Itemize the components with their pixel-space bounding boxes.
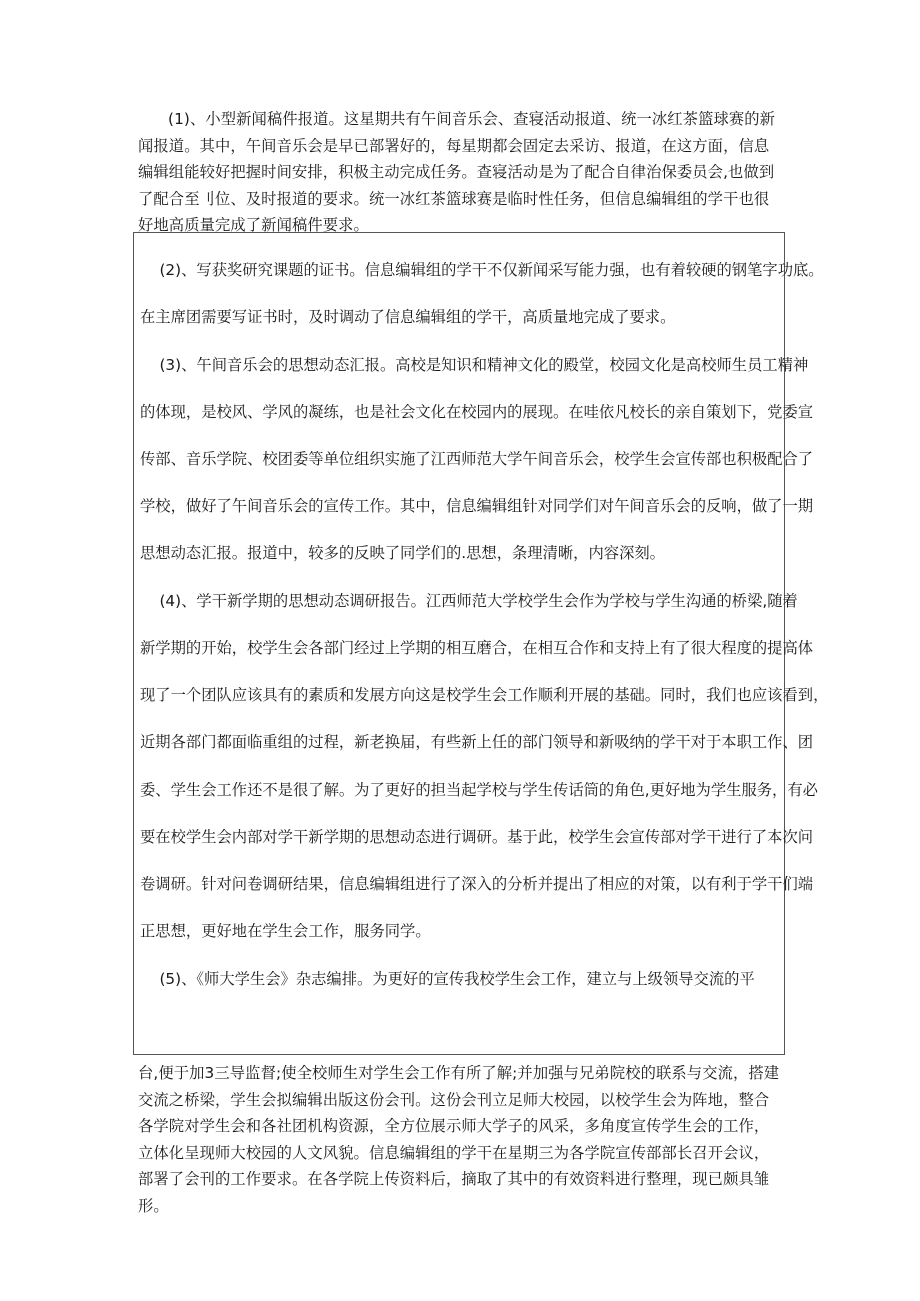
box-line: 近期各部门都面临重组的过程，新老换届，有些新上任的部门领导和新吸纳的学干对于本职工作、团 [140,733,814,751]
box-line: (3)、午间音乐会的思想动态汇报。高校是知识和精神文化的殿堂，校园文化是高校师生员工精神 [140,356,809,374]
box-line: (2)、写获奖研究课题的证书。信息编辑组的学干不仅新闻采写能力强，也有着较硬的钢笔字功底。 [140,261,824,279]
bordered-text-box [133,232,829,1055]
box-line: 的体现，是校风、学风的凝练，也是社会文化在校园内的展现。在哇依凡校长的亲自策划下，党委宣 [140,403,814,421]
box-line: 现了一个团队应该具有的素质和发展方向这是校学生会工作顺利开展的基础。同时，我们也应该看到， [140,686,829,704]
box-line: 正思想，更好地在学生会工作，服务同学。 [140,922,431,940]
paragraph-bottom: 台,便于加3三导监督;使全校师生对学生会工作有所了解;并加强与兄弟院校的联系与交流，搭建交流之桥梁，学生会拟编辑出版这份会刊。这份会刊立足师大校园，以校学生会为阵地，整合各学院对学生会和各社团机构资源，全方位展示师大学子的风采，多角度宣传学生会的工作，立体化呈现师大校园的人文风貌。信息编辑组的学干在星期三为各学院宣传部部长召开会议，部署了会刊的工作要求。在各学院上传资料后，摘取了其中的有效资料进行整理，现已颇具雏形。 [138,1064,780,1215]
box-line: 要在校学生会内部对学干新学期的思想动态进行调研。基于此，校学生会宣传部对学干进行了本次问 [140,828,814,846]
box-line: 传部、音乐学院、校团委等单位组织实施了江西师范大学午间音乐会，校学生会宣传部也积极配合了 [140,450,814,468]
box-line: 学校，做好了午间音乐会的宣传工作。其中，信息编辑组针对同学们对午间音乐会的反响，做了一期 [140,497,814,515]
box-line: (4)、学干新学期的思想动态调研报告。江西师范大学校学生会作为学校与学生沟通的桥梁,随着 [140,592,798,610]
box-line: 委、学生会工作还不是很了解。为了更好的担当起学校与学生传话筒的角色,更好地为学生服务，有必 [140,781,818,799]
box-line: 新学期的开始，校学生会各部门经过上学期的相互磨合，在相互合作和支持上有了很大程度的提高体 [140,639,814,657]
box-line: 思想动态汇报。报道中，较多的反映了同学们的.思想，条理清晰，内容深刻。 [140,544,665,562]
box-line: 卷调研。针对问卷调研结果，信息编辑组进行了深入的分析并提出了相应的对策，以有利于学干们端 [140,875,814,893]
paragraph-1: (1)、小型新闻稿件报道。这星期共有午间音乐会、查寝活动报道、统一冰红茶篮球赛的新闻报道。其中，午间音乐会是早已部署好的，每星期都会固定去采访、报道，在这方面，信息编辑组能较好把握时间安排，积极主动完成任务。查寝活动是为了配合自律治保委员会,也做到了配合至刂位、及时报道的要求。统一冰红茶篮球赛是临时性任务，但信息编辑组的学干也很好地高质量完成了新闻稿件要求。 [138,110,776,234]
box-line: 在主席团需要写证书时，及时调动了信息编辑组的学干，高质量地完成了要求。 [140,308,676,326]
box-line: (5)、《师大学生会》杂志编排。为更好的宣传我校学生会工作，建立与上级领导交流的平 [140,970,755,988]
